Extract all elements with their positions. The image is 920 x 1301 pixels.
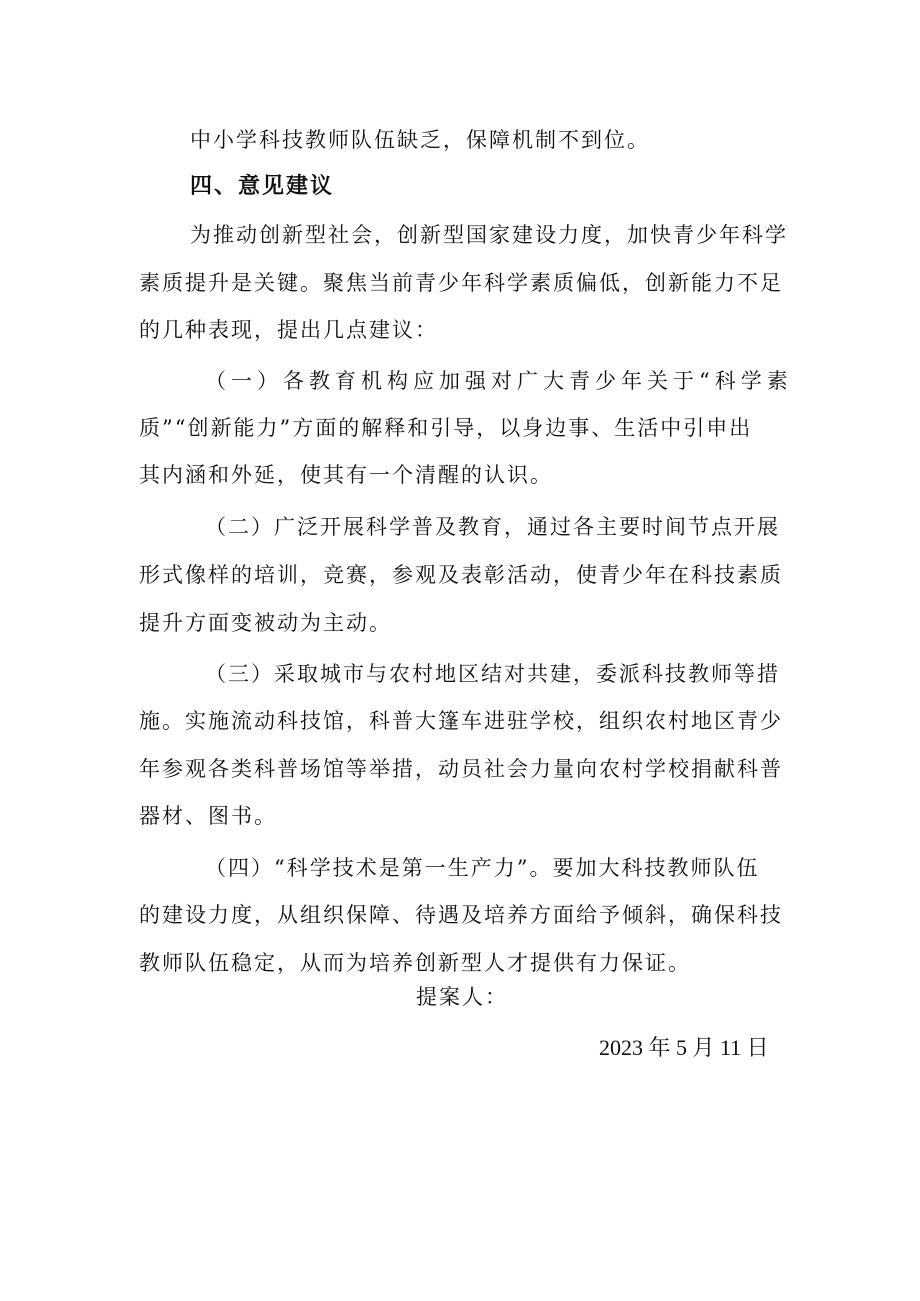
suggestion-3-line-1: （三）采取城市与农村地区结对共建，委派科技教师等措 bbox=[205, 662, 780, 686]
suggestion-4-line-2: 的建设力度，从组织保障、待遇及培养方面给予倾斜，确保科技 bbox=[139, 903, 783, 927]
suggestion-2-line-2: 形式像样的培训，竞赛，参观及表彰活动，使青少年在科技素质 bbox=[139, 563, 783, 587]
intro-line: 中小学科技教师队伍缺乏，保障机制不到位。 bbox=[190, 128, 650, 152]
suggestion-3-line-4: 器材、图书。 bbox=[139, 804, 277, 828]
document-date: 2023 年 5 月 11 日 bbox=[599, 1035, 769, 1060]
suggestion-3-line-3: 年参观各类科普场馆等举措，动员社会力量向农村学校捐献科普 bbox=[139, 757, 783, 781]
suggestion-1-line-2: 质”“创新能力”方面的解释和引导，以身边事、生活中引申出 bbox=[139, 416, 753, 440]
suggestion-1-line-1: （一）各教育机构应加强对广大青少年关于“科学素 bbox=[205, 369, 793, 393]
suggestion-2-line-1: （二）广泛开展科学普及教育，通过各主要时间节点开展 bbox=[205, 515, 780, 539]
suggestion-4-line-1: （四）“科学技术是第一生产力”。要加大科技教师队伍 bbox=[205, 856, 760, 880]
section-heading: 四、意见建议 bbox=[190, 174, 335, 199]
preface-line-1: 为推动创新型社会，创新型国家建设力度，加快青少年科学 bbox=[190, 223, 788, 247]
suggestion-2-line-3: 提升方面变被动为主动。 bbox=[139, 611, 392, 635]
suggestion-4-line-3: 教师队伍稳定，从而为培养创新型人才提供有力保证。 bbox=[139, 951, 691, 975]
suggestion-3-line-2: 施。实施流动科技馆，科普大篷车进驻学校，组织农村地区青少 bbox=[139, 709, 783, 733]
suggestion-1-line-3: 其内涵和外延，使其有一个清醒的认识。 bbox=[139, 463, 553, 487]
preface-line-3: 的几种表现，提出几点建议： bbox=[139, 318, 438, 342]
preface-line-2: 素质提升是关键。聚焦当前青少年科学素质偏低，创新能力不足 bbox=[139, 271, 783, 295]
proposer-label: 提案人： bbox=[416, 985, 508, 1009]
